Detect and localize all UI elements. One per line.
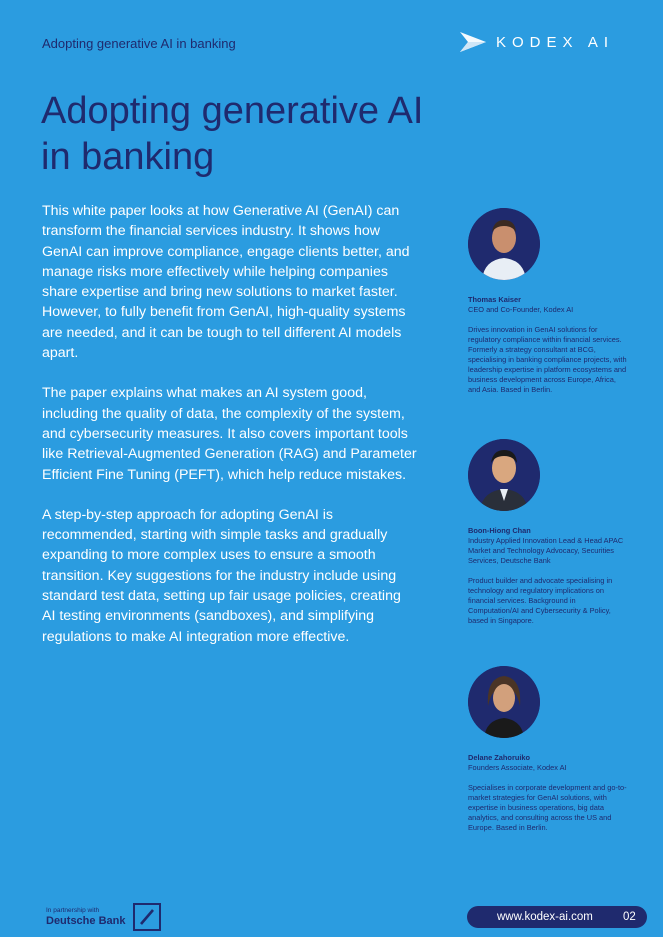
kodex-logo-icon [458,28,488,56]
author-role: CEO and Co-Founder, Kodex AI [468,305,574,314]
author-bio: Product builder and advocate specialising in technology and regulatory implications on financial services. Background in Computation/AI and Cybersecurity & Policy, based in Singapore. [468,576,613,625]
body-paragraph: This white paper looks at how Generative AI (GenAI) can transform the financial services industry. It shows how GenAI can improve compliance, engage clients better, and manage risks more effectively while helping companies share expertise and bring new solutions to market faster. However, to fully benefit from GenAI, high-quality systems are needed, and it can be tough to tell different AI models apart. [42,203,410,362]
partner-caption: In partnership with [46,907,100,914]
author-bio: Drives innovation in GenAI solutions for regulatory compliance within financial services. Formerly a strategy consultant at BCG, specialising in banking compliance projects, with leadership expertise in platform ecosystems and business development across Europe, Africa, and Asia. Based in Berlin. [468,325,627,394]
page-number: 02 [623,911,636,923]
avatar [468,208,540,280]
footer-url-link[interactable]: www.kodex-ai.com [497,911,593,923]
author-card [468,666,628,833]
partner-logo [46,903,161,931]
avatar [468,439,540,511]
body-text [42,201,417,667]
author-name: Thomas Kaiser [468,295,521,304]
avatar [468,666,540,738]
running-title: Adopting generative AI in banking [42,36,236,51]
author-name: Boon-Hiong Chan [468,526,531,535]
partner-name: Deutsche Bank [46,915,126,927]
partner-text [46,907,125,927]
author-bio: Specialises in corporate development and go-to-market strategies for GenAI solutions, with expertise in business operations, big data analytics, and consulting across the US and Europe. Based in Berlin. [468,783,627,832]
page-title: Adopting generative AI in banking [41,90,424,178]
body-paragraph: A step-by-step approach for adopting GenAI is recommended, starting with simple tasks and gradually expanding to more complex uses to ensure a smooth transition. Key suggestions for the industry include using standard test data, setting up fair usage policies, creating AI testing environments (sandboxes), and simplifying regulations to make AI integration more effective. [42,506,401,645]
kodex-logo [458,28,614,56]
logo-text: KODEX AI [496,33,615,51]
author-name: Delane Zahoruiko [468,753,531,762]
deutsche-bank-icon [133,903,161,931]
author-role: Founders Associate, Kodex AI [468,763,567,772]
body-paragraph: The paper explains what makes an AI system good, including the quality of data, the complexity of the system, and cybersecurity measures. It also covers important tools like Retrieval-Augmented Generation (RAG) and Parameter Efficient Fine Tuning (PEFT), which help reduce mistakes. [42,385,417,483]
author-card [468,208,628,395]
footer-pill [467,906,647,928]
author-role: Industry Applied Innovation Lead & Head APAC Market and Technology Advocacy, Securities Services, Deutsche Bank [468,536,624,565]
author-card [468,439,628,626]
